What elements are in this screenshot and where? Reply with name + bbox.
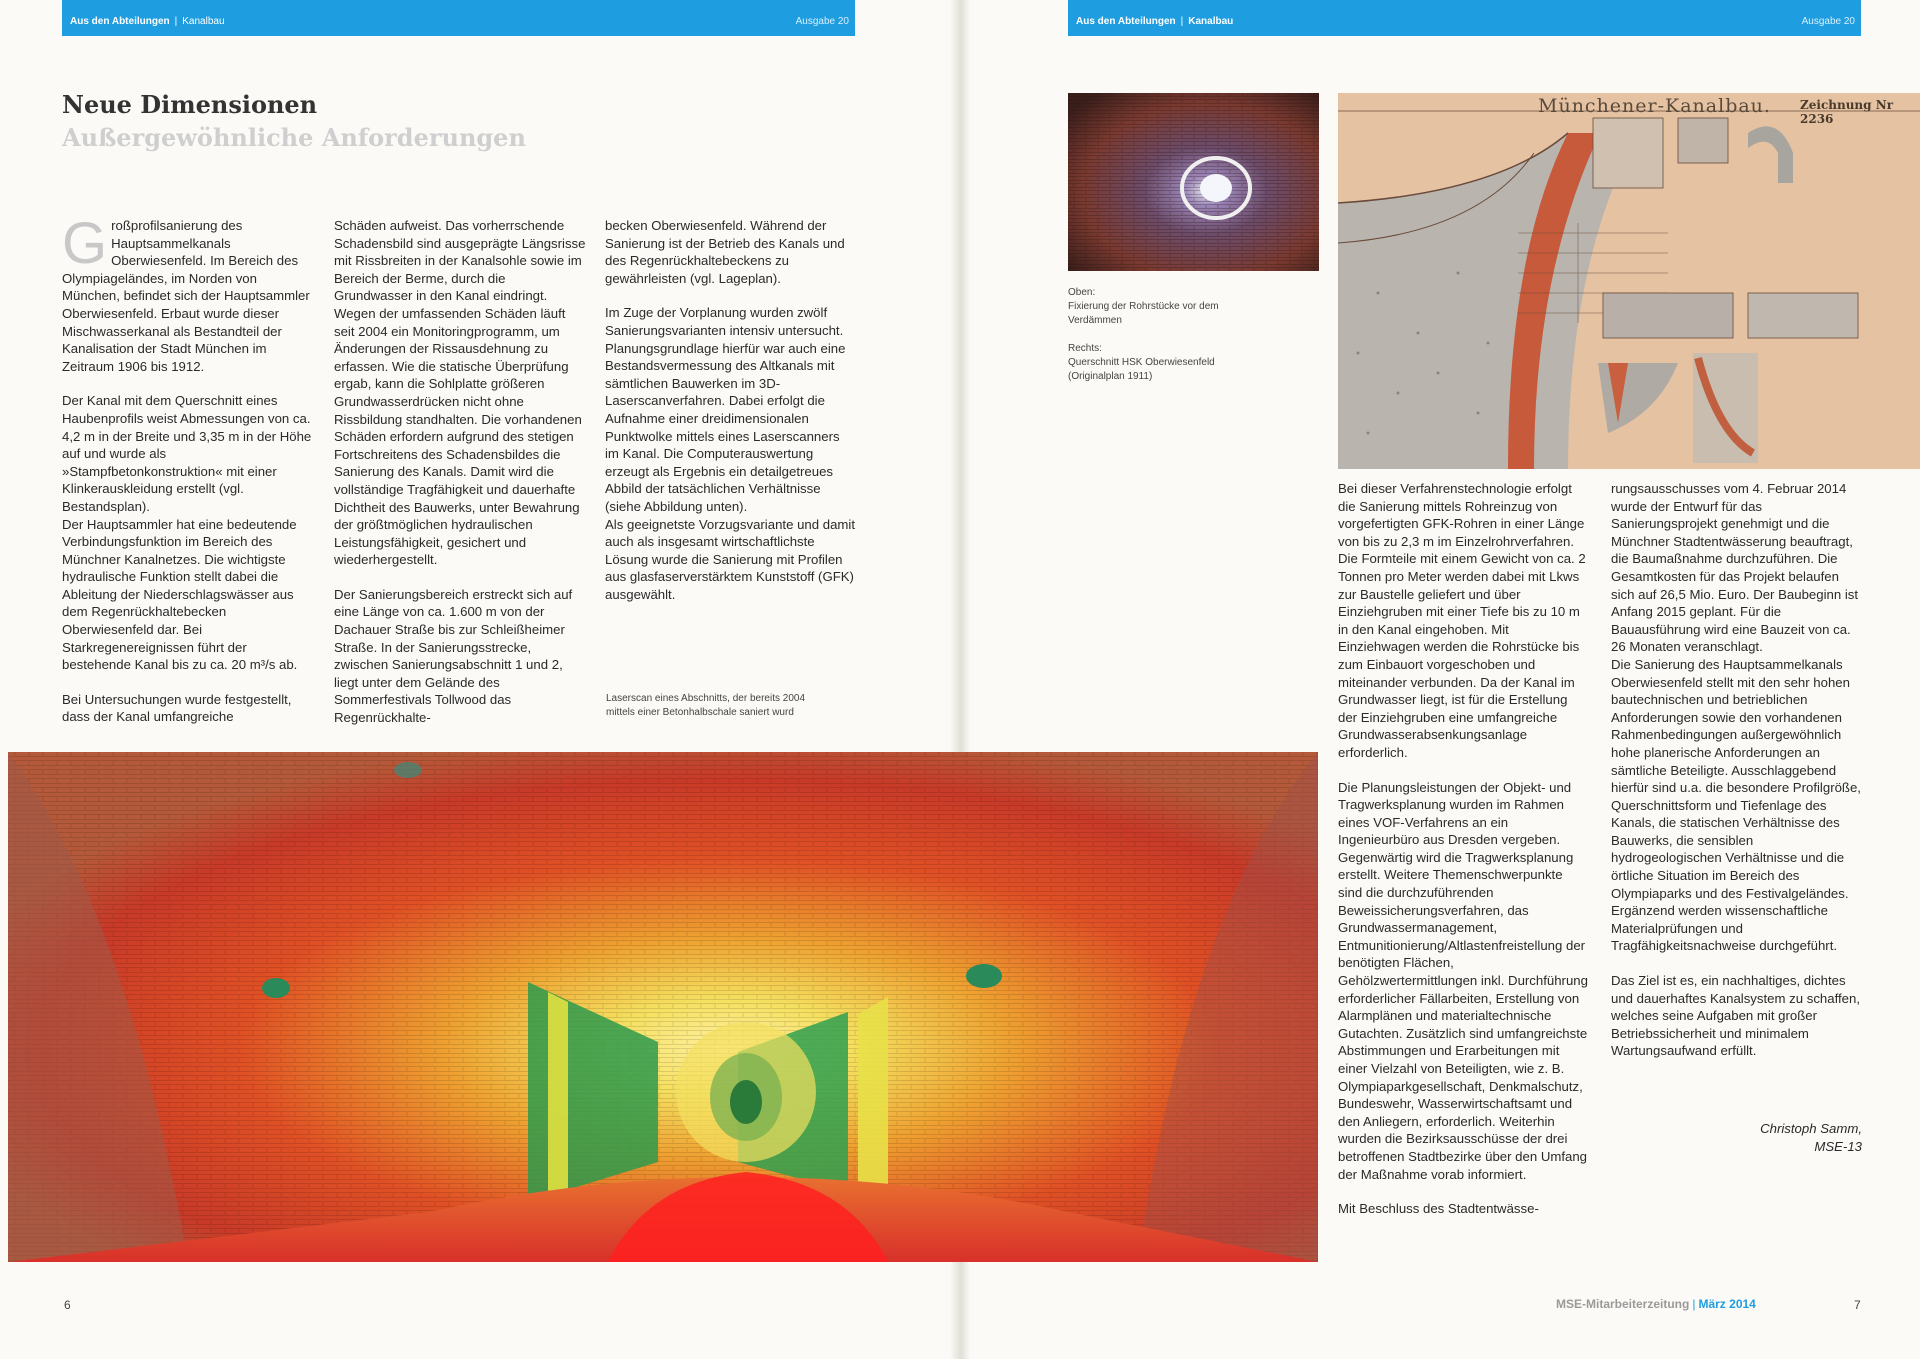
paragraph: Die Sanierung des Hauptsammelkanals Oberwiesenfeld stellt mit den sehr hohen bautechnischen und betrieblichen Anforderungen sowie den vorhandenen Rahmenbedingungen außergewöhnlich hohe planerische Anforderungen an sämtliche Beteiligte. Ausschlaggebend hierfür sind u.a. die besondere Profilgröße, Querschnittsform und Tiefenlage des Kanals, die statischen Verhältnisse des Bauwerks, die sensiblen hydrogeologischen Verhältnisse und die örtliche Situation im Bereich des Olympiaparks und des Festivalgeländes. Ergänzend werden wissenschaftliche Materialprüfungen und Tragfähigkeitsnachweise durchgeführt.: [1611, 656, 1861, 954]
paragraph: Im Zuge der Vorplanung wurden zwölf Sanierungsvarianten intensiv untersucht. Planungsgrundlage hierfür war auch eine Bestandsvermessung des Altkanals mit sämtlichen Bauwerken im 3D-Laserscanverfahren. Dabei erfolgt die Aufnahme einer dreidimensionalen Punktwolke mittels eines Laserscanners im Kanal. Die Computerauswertung erzeugt als Ergebnis ein detailgetreues Abbild der tatsächlichen Verhältnisse (siehe Abbildung unten).: [605, 305, 846, 514]
paragraph: Als geeignetste Vorzugsvariante und damit auch als insgesamt wirtschaftlichste Lösung wurde die Sanierung mit Profilen aus glasfaserverstärktem Kunststoff (GFK) ausgewählt.: [605, 516, 855, 602]
text-column-3: [605, 217, 857, 620]
caption-text: Fixierung der Rohrstücke vor dem Verdämmen: [1068, 301, 1219, 326]
subsection-label-right: Kanalbau: [1188, 16, 1234, 27]
header-bar-right: [1068, 0, 1861, 36]
photo-caption-oben: [1068, 286, 1258, 328]
paragraph: Der Hauptsammler hat eine bedeutende Verbindungsfunktion im Bereich des Münchner Kanalnetzes. Die wichtigste hydraulische Funktion stellt dabei die Ableitung der Niederschlagswässer aus dem Regenrückhaltebecken Oberwiesenfeld dar. Bei Starkregenereignissen führt der bestehende Kanal bis zu ca. 20 m³/s ab.: [62, 516, 298, 673]
author-name: Christoph Samm,: [1760, 1121, 1862, 1136]
paragraph: Der Kanal mit dem Querschnitt eines Haubenprofils weist Abmessungen von ca. 4,2 m in der Breite und 3,35 m in der Höhe auf und wurde als »Stampfbetonkonstruktion« mit einer Klinkerauskleidung erstellt (vgl. Bestandsplan).: [62, 393, 312, 514]
issue-date: März 2014: [1698, 1297, 1756, 1311]
laserscan-caption: Laserscan eines Abschnitts, der bereits 2004 mittels einer Betonhalbschale saniert wurd: [606, 693, 806, 718]
paragraph: rungsausschusses vom 4. Februar 2014 wurde der Entwurf für das Sanierungsprojekt genehmigt und die Münchner Stadtentwässerung beauftragt, die Baumaßnahme durchzuführen. Die Gesamtkosten für das Projekt belaufen sich auf 26,5 Mio. Euro. Der Baubeginn ist Anfang 2015 geplant. Für die Bauausführung wird eine Bauzeit von ca. 26 Monaten veranschlagt.: [1611, 481, 1859, 655]
paragraph: Die Planungsleistungen der Objekt- und Tragwerksplanung wurden im Rahmen eines VOF-Verfahrens an ein Ingenieurbüro aus Dresden vergeben. Gegenwärtig wird die Tragwerksplanung erstellt. Weitere Themenschwerpunkte sind die durchzuführenden Beweissicherungsverfahren, das Grundwassermanagement, Entmunitionierung/Altlastenfreistellung der benötigten Flächen, Gehölzwertermittlungen inkl. Durchführung erforderlicher Fällarbeiten, Erstellung von Alarmplänen und materialtechnische Gutachten. Zusätzlich sind umfangreichste Abstimmungen und Erarbeitungen mit einer Vielzahl von Beteiligten, wie z. B. Olympiaparkgesellschaft, Denkmalschutz, Bundeswehr, Wasserwirtschaftsamt und den Anliegern, erforderlich. Weiterhin wurden die Bezirksausschüsse der drei betroffenen Stadtbezirke über den Umfang der Maßnahme vorab informiert.: [1338, 779, 1588, 1182]
header-separator-right: |: [1180, 16, 1184, 27]
paragraph: Bei Untersuchungen wurde festgestellt, dass der Kanal umfangreiche: [62, 691, 292, 725]
page-number-right: 7: [1854, 1298, 1861, 1312]
plan-caption-rechts: [1068, 342, 1258, 384]
section-label-right: Aus den Abteilungen: [1076, 16, 1176, 27]
subsection-label: Kanalbau: [182, 16, 225, 27]
caption-label: Oben:: [1068, 287, 1096, 298]
paragraph: Mit Beschluss des Stadtentwässe-: [1338, 1201, 1539, 1217]
caption-label: Rechts:: [1068, 343, 1102, 354]
plan-number: Zeichnung Nr 2236: [1800, 98, 1894, 126]
text-column-5: [1611, 480, 1863, 1077]
text-column-2: [334, 217, 586, 744]
laserscan-graphic: [8, 752, 1318, 1262]
header-section-right: [1076, 16, 1233, 27]
author-signature: [1760, 1120, 1862, 1155]
page-number-left: 6: [64, 1298, 71, 1312]
plan-title: Münchener-Kanalbau.: [1538, 95, 1771, 117]
author-department: MSE-13: [1814, 1138, 1862, 1154]
paragraph: becken Oberwiesenfeld. Während der Sanierung ist der Betrieb des Kanals und des Regenrückhaltebeckens zu gewährleisten (vgl. Lageplan).: [605, 218, 845, 286]
drop-cap: G: [62, 211, 108, 276]
header-bar-left: [62, 0, 855, 36]
text-column-4: [1338, 480, 1590, 1235]
paragraph: Das Ziel ist es, ein nachhaltiges, dichtes und dauerhaftes Kanalsystem zu schaffen, welches seine Aufgaben mit großer Betriebssicherheit und minimalem Wartungsaufwand erfüllt.: [1611, 973, 1861, 1059]
header-separator: |: [174, 16, 178, 27]
text-column-1: [62, 211, 314, 743]
article-title: Neue Dimensionen: [62, 90, 318, 119]
pipe-photo-graphic: [1068, 93, 1319, 271]
magazine-footer: [1556, 1297, 1756, 1311]
issue-label-right: Ausgabe 20: [1801, 16, 1855, 27]
pipe-photo: [1068, 93, 1319, 271]
paragraph: Schäden aufweist. Das vorherrschende Schadensbild sind ausgeprägte Längsrisse mit Rissbreiten in der Kanalsohle sowie im Bereich der Berme, durch die Grundwasser in den Kanal eindringt. Wegen der umfassenden Schäden läuft seit 2004 ein Monitoringprogramm, um Änderungen der Rissausdehnung zu erfassen. Wie die statische Überprüfung ergab, kann die Sohlplatte größeren Grundwasserdrücken nicht ohne Rissbildung standhalten. Die vorhandenen Schäden erfordern aufgrund des stetigen Fortschreitens des Schadensbildes die Sanierung des Kanals. Damit wird die vollständige Tragfähigkeit und dauerhafte Dichtheit des Bauwerks, unter Bewahrung der größtmöglichen hydraulischen Leistungsfähigkeit, gesichert und wiederhergestellt.: [334, 218, 586, 568]
plan-graphic: [1338, 93, 1920, 469]
historic-plan-image: [1338, 93, 1920, 469]
header-section: [70, 16, 225, 27]
issue-label: Ausgabe 20: [795, 16, 849, 27]
caption-text: Querschnitt HSK Oberwiesenfeld (Originalplan 1911): [1068, 357, 1215, 382]
laserscan-image: [8, 752, 1318, 1262]
magazine-name: MSE-Mitarbeiterzeitung: [1556, 1297, 1690, 1311]
footer-separator: |: [1692, 1297, 1696, 1311]
paragraph: roßprofilsanierung des Hauptsammelkanals Oberwiesenfeld. Im Bereich des Olympiageländes, im Norden von München, befindet sich der Hauptsammler Oberwiesenfeld. Erbaut wurde dieser Mischwasserkanal als Bestandteil der Kanalisation der Stadt München im Zeitraum 1906 bis 1912.: [62, 218, 310, 374]
article-subtitle: Außergewöhnliche Anforderungen: [62, 123, 526, 152]
paragraph: Bei dieser Verfahrenstechnologie erfolgt die Sanierung mittels Rohreinzug von vorgefertigten GFK-Rohren in einer Länge von bis zu 2,3 m im Einzelrohrverfahren. Die Formteile mit einem Gewicht von ca. 2 Tonnen pro Meter werden dabei mit Lkws zur Baustelle geliefert und über Einziehgruben mit einer Tiefe bis zu 10 m in den Kanal eingehoben. Mit Einziehwagen werden die Rohrstücke bis zum Einbauort vorgeschoben und miteinander verbunden. Da der Kanal im Grundwasser liegt, ist für die Erstellung der Einziehgruben eine umfangreiche Grundwasserabsenkungsanlage erforderlich.: [1338, 481, 1586, 760]
paragraph: Der Sanierungsbereich erstreckt sich auf eine Länge von ca. 1.600 m von der Dachauer Straße bis zur Schleißheimer Straße. In der Sanierungsstrecke, zwischen Sanierungsabschnitt 1 und 2, liegt unter dem Gelände des Sommerfestivals Tollwood das Regenrückhalte-: [334, 586, 573, 726]
section-label: Aus den Abteilungen: [70, 16, 170, 27]
